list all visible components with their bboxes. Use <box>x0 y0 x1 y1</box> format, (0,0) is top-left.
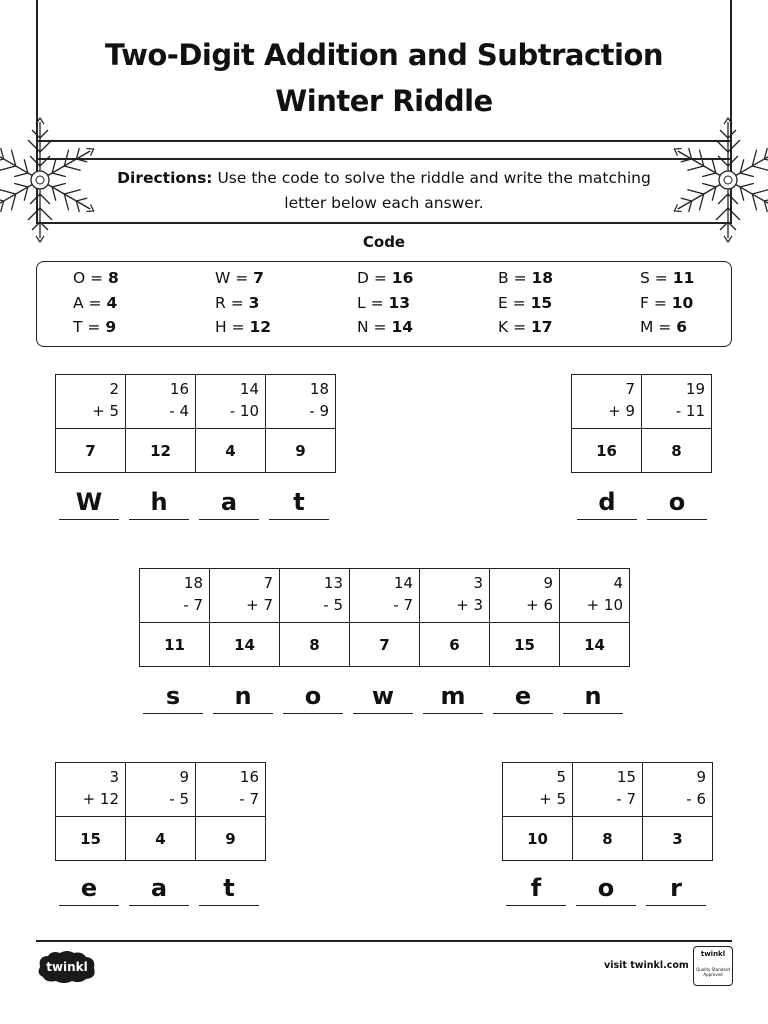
twinkl-logo <box>36 950 98 984</box>
equals-sign: = <box>226 318 250 336</box>
directions-label: Directions: <box>117 169 213 187</box>
problem-cell <box>573 763 643 817</box>
operation-number: - 4 <box>169 402 189 420</box>
answer-cell: 12 <box>126 429 196 473</box>
problem-cell <box>503 763 573 817</box>
answer-letter-line[interactable]: a <box>129 872 189 906</box>
operation-number: + 9 <box>608 402 635 420</box>
top-number: 14 <box>239 380 259 398</box>
equals-sign: = <box>653 318 677 336</box>
code-entry <box>357 315 413 339</box>
code-entry <box>215 291 259 315</box>
code-value: 3 <box>248 294 260 312</box>
operation-number: + 7 <box>246 596 273 614</box>
code-letter: K <box>498 318 509 336</box>
directions <box>96 166 672 216</box>
code-value: 16 <box>391 269 414 287</box>
code-value: 15 <box>530 294 553 312</box>
code-letter: N <box>357 318 369 336</box>
code-value: 11 <box>672 269 695 287</box>
problem-cell <box>643 763 713 817</box>
answer-letter-line[interactable]: t <box>199 872 259 906</box>
code-value: 6 <box>676 318 688 336</box>
answer-letter-line[interactable]: W <box>59 486 119 520</box>
answer-letter-line[interactable]: o <box>647 486 707 520</box>
answer-letter-line[interactable]: f <box>506 872 566 906</box>
code-letter: F <box>640 294 649 312</box>
operation-number: + 5 <box>92 402 119 420</box>
top-number: 9 <box>179 768 189 786</box>
answer-letter-line[interactable]: r <box>646 872 706 906</box>
top-number: 13 <box>323 574 343 592</box>
divider-top <box>36 140 732 142</box>
code-entry <box>498 291 552 315</box>
answer-cell: 8 <box>280 623 350 667</box>
answer-cell: 11 <box>140 623 210 667</box>
equals-sign: = <box>225 294 249 312</box>
answer-letter-line[interactable]: h <box>129 486 189 520</box>
operation-number: - 11 <box>675 402 705 420</box>
code-entry <box>73 315 116 339</box>
problem-table-what <box>55 374 336 473</box>
operation-number: + 10 <box>586 596 623 614</box>
answer-cell: 16 <box>572 429 642 473</box>
footer-divider <box>36 940 732 942</box>
title-line-1: Two-Digit Addition and Subtraction <box>104 38 664 72</box>
code-entry <box>357 291 410 315</box>
problem-cell <box>266 375 336 429</box>
answer-cell: 15 <box>56 817 126 861</box>
answer-letter-line[interactable]: s <box>143 680 203 714</box>
equals-sign: = <box>508 318 532 336</box>
code-value: 17 <box>531 318 553 336</box>
answer-cell: 10 <box>503 817 573 861</box>
code-entry <box>215 266 264 290</box>
equals-sign: = <box>648 294 672 312</box>
code-value: 12 <box>249 318 272 336</box>
directions-text: Use the code to solve the riddle and write the matching letter below each answer. <box>212 169 651 212</box>
problem-cell <box>56 763 126 817</box>
equals-sign: = <box>85 269 109 287</box>
code-value: 10 <box>671 294 694 312</box>
top-number: 16 <box>169 380 189 398</box>
quality-badge <box>693 946 733 986</box>
code-entry <box>73 291 117 315</box>
operation-number: - 7 <box>616 790 636 808</box>
answer-cell: 8 <box>573 817 643 861</box>
problem-cell <box>196 763 266 817</box>
code-letter: O <box>73 269 86 287</box>
answer-letter-line[interactable]: o <box>283 680 343 714</box>
equals-sign: = <box>365 294 389 312</box>
answer-letter-line[interactable]: m <box>423 680 483 714</box>
code-entry <box>498 315 553 339</box>
top-number: 18 <box>183 574 203 592</box>
top-number: 4 <box>613 574 623 592</box>
answer-cell: 4 <box>196 429 266 473</box>
problem-cell <box>642 375 712 429</box>
badge-subtitle: Quality Standard Approved <box>696 967 730 977</box>
visit-link[interactable]: visit twinkl.com <box>604 960 689 971</box>
equals-sign: = <box>507 294 531 312</box>
code-entry <box>640 291 693 315</box>
top-number: 19 <box>685 380 705 398</box>
code-entry <box>498 266 553 290</box>
equals-sign: = <box>508 269 532 287</box>
operation-number: + 12 <box>82 790 119 808</box>
answer-cell: 4 <box>126 817 196 861</box>
code-letter: H <box>215 318 227 336</box>
code-entry <box>640 315 687 339</box>
operation-number: - 7 <box>239 790 259 808</box>
code-letter: T <box>73 318 83 336</box>
code-value: 4 <box>106 294 118 312</box>
top-number: 7 <box>625 380 635 398</box>
answer-letter-line[interactable]: d <box>577 486 637 520</box>
snowflake-icon <box>0 116 104 244</box>
code-value: 18 <box>531 269 554 287</box>
svg-text:twinkl: twinkl <box>46 960 88 974</box>
code-letter: W <box>215 269 231 287</box>
code-value: 7 <box>253 269 264 287</box>
equals-sign: = <box>230 269 254 287</box>
problem-cell <box>350 569 420 623</box>
problem-cell <box>56 375 126 429</box>
operation-number: + 5 <box>539 790 566 808</box>
code-entry <box>73 266 119 290</box>
operation-number: - 6 <box>686 790 706 808</box>
problem-table-do <box>571 374 712 473</box>
top-number: 3 <box>109 768 119 786</box>
badge-title: twinkl <box>700 950 726 958</box>
problem-table-eat <box>55 762 266 861</box>
title-line-2: Winter Riddle <box>275 84 493 118</box>
code-letter: R <box>215 294 226 312</box>
problem-cell <box>140 569 210 623</box>
operation-number: - 5 <box>323 596 343 614</box>
answer-letter-line[interactable]: e <box>493 680 553 714</box>
top-number: 7 <box>263 574 273 592</box>
answer-cell: 15 <box>490 623 560 667</box>
code-value: 14 <box>391 318 414 336</box>
top-number: 2 <box>109 380 119 398</box>
code-heading: Code <box>362 233 406 251</box>
code-entry <box>640 266 694 290</box>
answer-cell: 3 <box>643 817 713 861</box>
code-letter: E <box>498 294 508 312</box>
problem-cell <box>572 375 642 429</box>
top-number: 16 <box>239 768 259 786</box>
divider-bottom <box>36 158 732 160</box>
answer-cell: 7 <box>350 623 420 667</box>
top-number: 3 <box>473 574 483 592</box>
problem-cell <box>126 375 196 429</box>
operation-number: - 7 <box>393 596 413 614</box>
answer-cell: 14 <box>560 623 630 667</box>
answer-letter-line[interactable]: n <box>563 680 623 714</box>
problem-cell <box>126 763 196 817</box>
answer-letter-line[interactable]: w <box>353 680 413 714</box>
equals-sign: = <box>368 318 392 336</box>
code-letter: A <box>73 294 84 312</box>
code-letter: B <box>498 269 509 287</box>
operation-number: + 6 <box>526 596 553 614</box>
answer-cell: 8 <box>642 429 712 473</box>
problem-cell <box>210 569 280 623</box>
top-number: 15 <box>616 768 636 786</box>
problem-table-snowmen <box>139 568 630 667</box>
top-number: 9 <box>543 574 553 592</box>
code-value: 8 <box>108 269 119 287</box>
code-value: 9 <box>105 318 117 336</box>
problem-cell <box>490 569 560 623</box>
answer-cell: 6 <box>420 623 490 667</box>
answer-letter-line[interactable]: n <box>213 680 273 714</box>
problem-table-for <box>502 762 713 861</box>
equals-sign: = <box>368 269 392 287</box>
code-letter: S <box>640 269 650 287</box>
code-entry <box>215 315 271 339</box>
snowflake-icon <box>664 116 768 244</box>
answer-letter-line[interactable]: a <box>199 486 259 520</box>
answer-cell: 7 <box>56 429 126 473</box>
operation-number: - 9 <box>309 402 329 420</box>
top-number: 5 <box>556 768 566 786</box>
answer-letter-line[interactable]: t <box>269 486 329 520</box>
operation-number: - 10 <box>229 402 259 420</box>
equals-sign: = <box>649 269 673 287</box>
top-number: 18 <box>309 380 329 398</box>
answer-letter-line[interactable]: e <box>59 872 119 906</box>
problem-cell <box>420 569 490 623</box>
operation-number: - 7 <box>183 596 203 614</box>
problem-cell <box>196 375 266 429</box>
problem-cell <box>560 569 630 623</box>
page-title <box>60 32 708 124</box>
top-number: 14 <box>393 574 413 592</box>
code-letter: M <box>640 318 654 336</box>
answer-letter-line[interactable]: o <box>576 872 636 906</box>
equals-sign: = <box>83 294 107 312</box>
code-letter: L <box>357 294 366 312</box>
code-entry <box>357 266 413 290</box>
top-number: 9 <box>696 768 706 786</box>
code-value: 13 <box>388 294 411 312</box>
equals-sign: = <box>82 318 106 336</box>
operation-number: - 5 <box>169 790 189 808</box>
operation-number: + 3 <box>456 596 483 614</box>
answer-cell: 14 <box>210 623 280 667</box>
answer-cell: 9 <box>266 429 336 473</box>
code-letter: D <box>357 269 369 287</box>
problem-cell <box>280 569 350 623</box>
answer-cell: 9 <box>196 817 266 861</box>
